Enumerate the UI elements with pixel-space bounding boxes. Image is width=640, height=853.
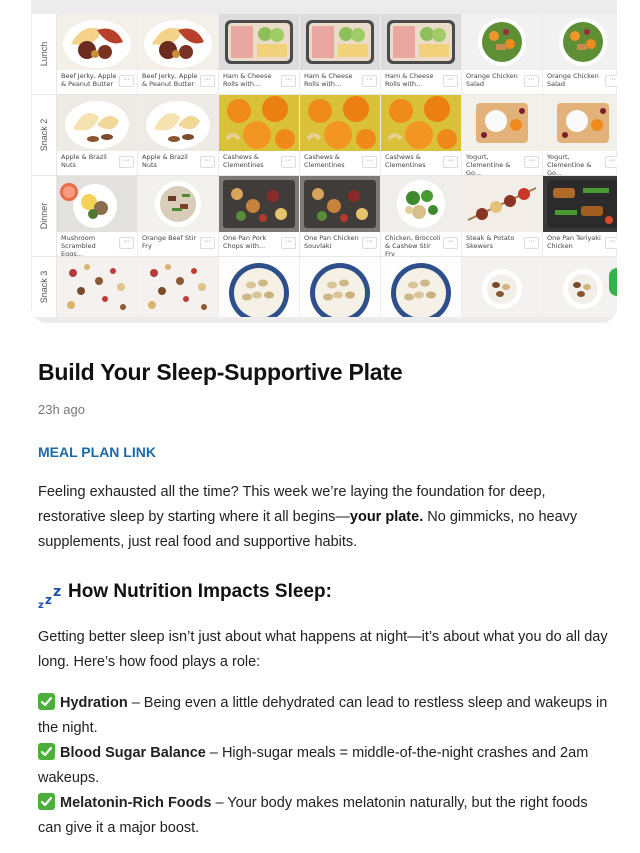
- meal-name: Ham & Cheese Rolls with...: [304, 72, 353, 88]
- list-item: [38, 791, 613, 841]
- zzz-icon: z z z: [38, 584, 62, 611]
- meal-photo: [138, 176, 218, 232]
- meal-photo: [543, 257, 617, 317]
- more-options-icon: ···: [281, 75, 296, 87]
- more-options-icon: ···: [524, 75, 539, 87]
- more-options-icon: ···: [524, 156, 539, 168]
- meal-card: [219, 176, 300, 256]
- meal-photo: [219, 95, 299, 151]
- meal-card: [381, 14, 462, 94]
- meal-card: [381, 95, 462, 175]
- meal-row-label-text: Snack 3: [39, 270, 49, 304]
- meal-photo: [138, 95, 218, 151]
- more-options-icon: ···: [443, 75, 458, 87]
- meal-name: One Pan Chicken Souvlaki: [304, 234, 359, 250]
- section-intro: Getting better sleep isn’t just about what happens at night—it’s about what you do all day long. Here’s how food plays a role:: [38, 629, 608, 670]
- meal-photo: [57, 95, 137, 151]
- meal-card: [57, 176, 138, 256]
- meal-photo: [300, 95, 380, 151]
- meal-photo: [381, 257, 461, 317]
- more-options-icon: ···: [362, 75, 377, 87]
- point-label: Blood Sugar Balance: [60, 745, 206, 761]
- meal-plan-grid: [32, 14, 616, 317]
- meal-card: [57, 95, 138, 175]
- meal-photo: [462, 95, 542, 151]
- more-options-icon: ···: [605, 237, 617, 249]
- meal-card: [381, 176, 462, 256]
- more-options-icon: ···: [362, 237, 377, 249]
- meal-card: [381, 257, 462, 317]
- more-options-icon: ···: [200, 75, 215, 87]
- meal-name: Ham & Cheese Rolls with...: [385, 72, 434, 88]
- meal-photo: [219, 14, 299, 70]
- meal-card: [462, 176, 543, 256]
- point-text: – Being even a little dehydrated can lead to restless sleep and wakeups in the night.: [38, 695, 608, 736]
- section-heading-text: How Nutrition Impacts Sleep:: [68, 581, 332, 602]
- meal-card: [462, 95, 543, 175]
- meal-card: [219, 14, 300, 94]
- meal-card: [543, 257, 617, 317]
- meal-name: Apple & Brazil Nuts: [142, 153, 188, 169]
- meal-photo: [381, 14, 461, 70]
- check-mark-icon: [38, 693, 55, 710]
- meal-card: [462, 257, 543, 317]
- meal-name: Beef Jerky, Apple & Peanut Butter: [61, 72, 117, 88]
- check-mark-icon: [38, 793, 55, 810]
- meal-name: Beef Jerky, Apple & Peanut Butter: [142, 72, 198, 88]
- more-options-icon: ···: [119, 75, 134, 87]
- more-options-icon: ···: [119, 237, 134, 249]
- meal-row-label-text: Lunch: [39, 41, 49, 67]
- meal-photo: [219, 176, 299, 232]
- meal-card: [138, 95, 219, 175]
- meal-card: [543, 14, 617, 94]
- benefit-list: [38, 691, 613, 841]
- meal-photo: [57, 176, 137, 232]
- more-options-icon: ···: [200, 156, 215, 168]
- more-options-icon: ···: [443, 237, 458, 249]
- meal-row: [32, 176, 616, 257]
- meal-card: [219, 95, 300, 175]
- meal-card: [57, 257, 138, 317]
- more-options-icon: ···: [281, 237, 296, 249]
- meal-card: [543, 95, 617, 175]
- meal-photo: [57, 257, 137, 317]
- meal-photo: [138, 14, 218, 70]
- meal-card: [300, 14, 381, 94]
- meal-row-label: [32, 95, 57, 175]
- page-title: Build Your Sleep-Supportive Plate: [38, 359, 403, 385]
- meal-photo: [543, 95, 617, 151]
- meal-row-label: [32, 257, 57, 317]
- meal-name: Yogurt, Clementine & Go...: [547, 153, 592, 175]
- meal-photo: [57, 14, 137, 70]
- meal-name: One Pan Pork Chops with...: [223, 234, 267, 250]
- meal-name: Orange Chicken Salad: [547, 72, 599, 88]
- meal-plan-link[interactable]: MEAL PLAN LINK: [38, 444, 156, 460]
- meal-photo: [543, 176, 617, 232]
- point-label: Hydration: [60, 695, 128, 711]
- meal-row: [32, 257, 616, 317]
- meal-photo: [462, 257, 542, 317]
- article: [38, 352, 613, 841]
- meal-photo: [300, 257, 380, 317]
- point-label: Melatonin-Rich Foods: [60, 795, 212, 811]
- meal-card: [300, 257, 381, 317]
- meal-card: [57, 14, 138, 94]
- meal-name: Yogurt, Clementine & Go...: [466, 153, 511, 175]
- meal-card: [300, 176, 381, 256]
- meal-name: Ham & Cheese Rolls with...: [223, 72, 272, 88]
- more-options-icon: ···: [362, 156, 377, 168]
- check-mark-icon: [38, 743, 55, 760]
- meal-plan-screenshot: [31, 0, 617, 323]
- meal-name: Orange Chicken Salad: [466, 72, 518, 88]
- meal-name: Mushroom Scrambled Eggs...: [61, 234, 96, 256]
- more-options-icon: ···: [443, 156, 458, 168]
- meal-photo: [543, 14, 617, 70]
- meal-row-label: [32, 14, 57, 94]
- meal-row: [32, 14, 616, 95]
- meal-photo: [462, 14, 542, 70]
- post-timestamp: 23h ago: [38, 402, 85, 417]
- more-options-icon: ···: [605, 156, 617, 168]
- point-text: – Your body makes melatonin naturally, but the right foods can give it a major boost.: [38, 795, 588, 836]
- meal-name: Cashews & Clementines: [304, 153, 345, 169]
- intro-paragraph: [38, 480, 613, 555]
- meal-photo: [300, 176, 380, 232]
- meal-row-label-text: Snack 2: [39, 118, 49, 152]
- more-options-icon: ···: [200, 237, 215, 249]
- meal-name: Cashews & Clementines: [223, 153, 264, 169]
- meal-name: Steak & Potato Skewers: [466, 234, 515, 250]
- meal-photo: [462, 176, 542, 232]
- meal-card: [138, 14, 219, 94]
- more-options-icon: ···: [281, 156, 296, 168]
- meal-card: [462, 14, 543, 94]
- intro-text-end: No gimmicks, no heavy supplements, just real food and supportive habits.: [38, 509, 578, 550]
- point-text: – High-sugar meals = middle-of-the-night crashes and 2am wakeups.: [38, 745, 589, 786]
- intro-text-start: Feeling exhausted all the time? This week we’re laying the foundation for deep, restorative sleep by starting where it all begins—: [38, 484, 546, 525]
- meal-photo: [300, 14, 380, 70]
- meal-row: [32, 95, 616, 176]
- meal-name: One Pan Teriyaki Chicken: [547, 234, 601, 250]
- intro-emphasis: your plate.: [349, 509, 424, 525]
- meal-card: [138, 176, 219, 256]
- meal-name: Cashews & Clementines: [385, 153, 426, 169]
- more-options-icon: ···: [605, 75, 617, 87]
- meal-photo: [381, 176, 461, 232]
- meal-card: [300, 95, 381, 175]
- list-item: [38, 741, 613, 791]
- more-options-icon: ···: [119, 156, 134, 168]
- meal-card: [138, 257, 219, 317]
- meal-photo: [138, 257, 218, 317]
- section-heading: [38, 577, 613, 611]
- meal-card: [219, 257, 300, 317]
- side-tab: [609, 268, 617, 296]
- list-item: [38, 691, 613, 741]
- meal-row-label-text: Dinner: [39, 202, 49, 230]
- meal-row-label: [32, 176, 57, 256]
- meal-name: Chicken, Broccoli & Cashew Stir Fry: [385, 234, 441, 256]
- meal-photo: [381, 95, 461, 151]
- more-options-icon: ···: [524, 237, 539, 249]
- meal-name: Apple & Brazil Nuts: [61, 153, 107, 169]
- meal-photo: [219, 257, 299, 317]
- meal-card: [543, 176, 617, 256]
- meal-name: Orange Beef Stir Fry: [142, 234, 197, 250]
